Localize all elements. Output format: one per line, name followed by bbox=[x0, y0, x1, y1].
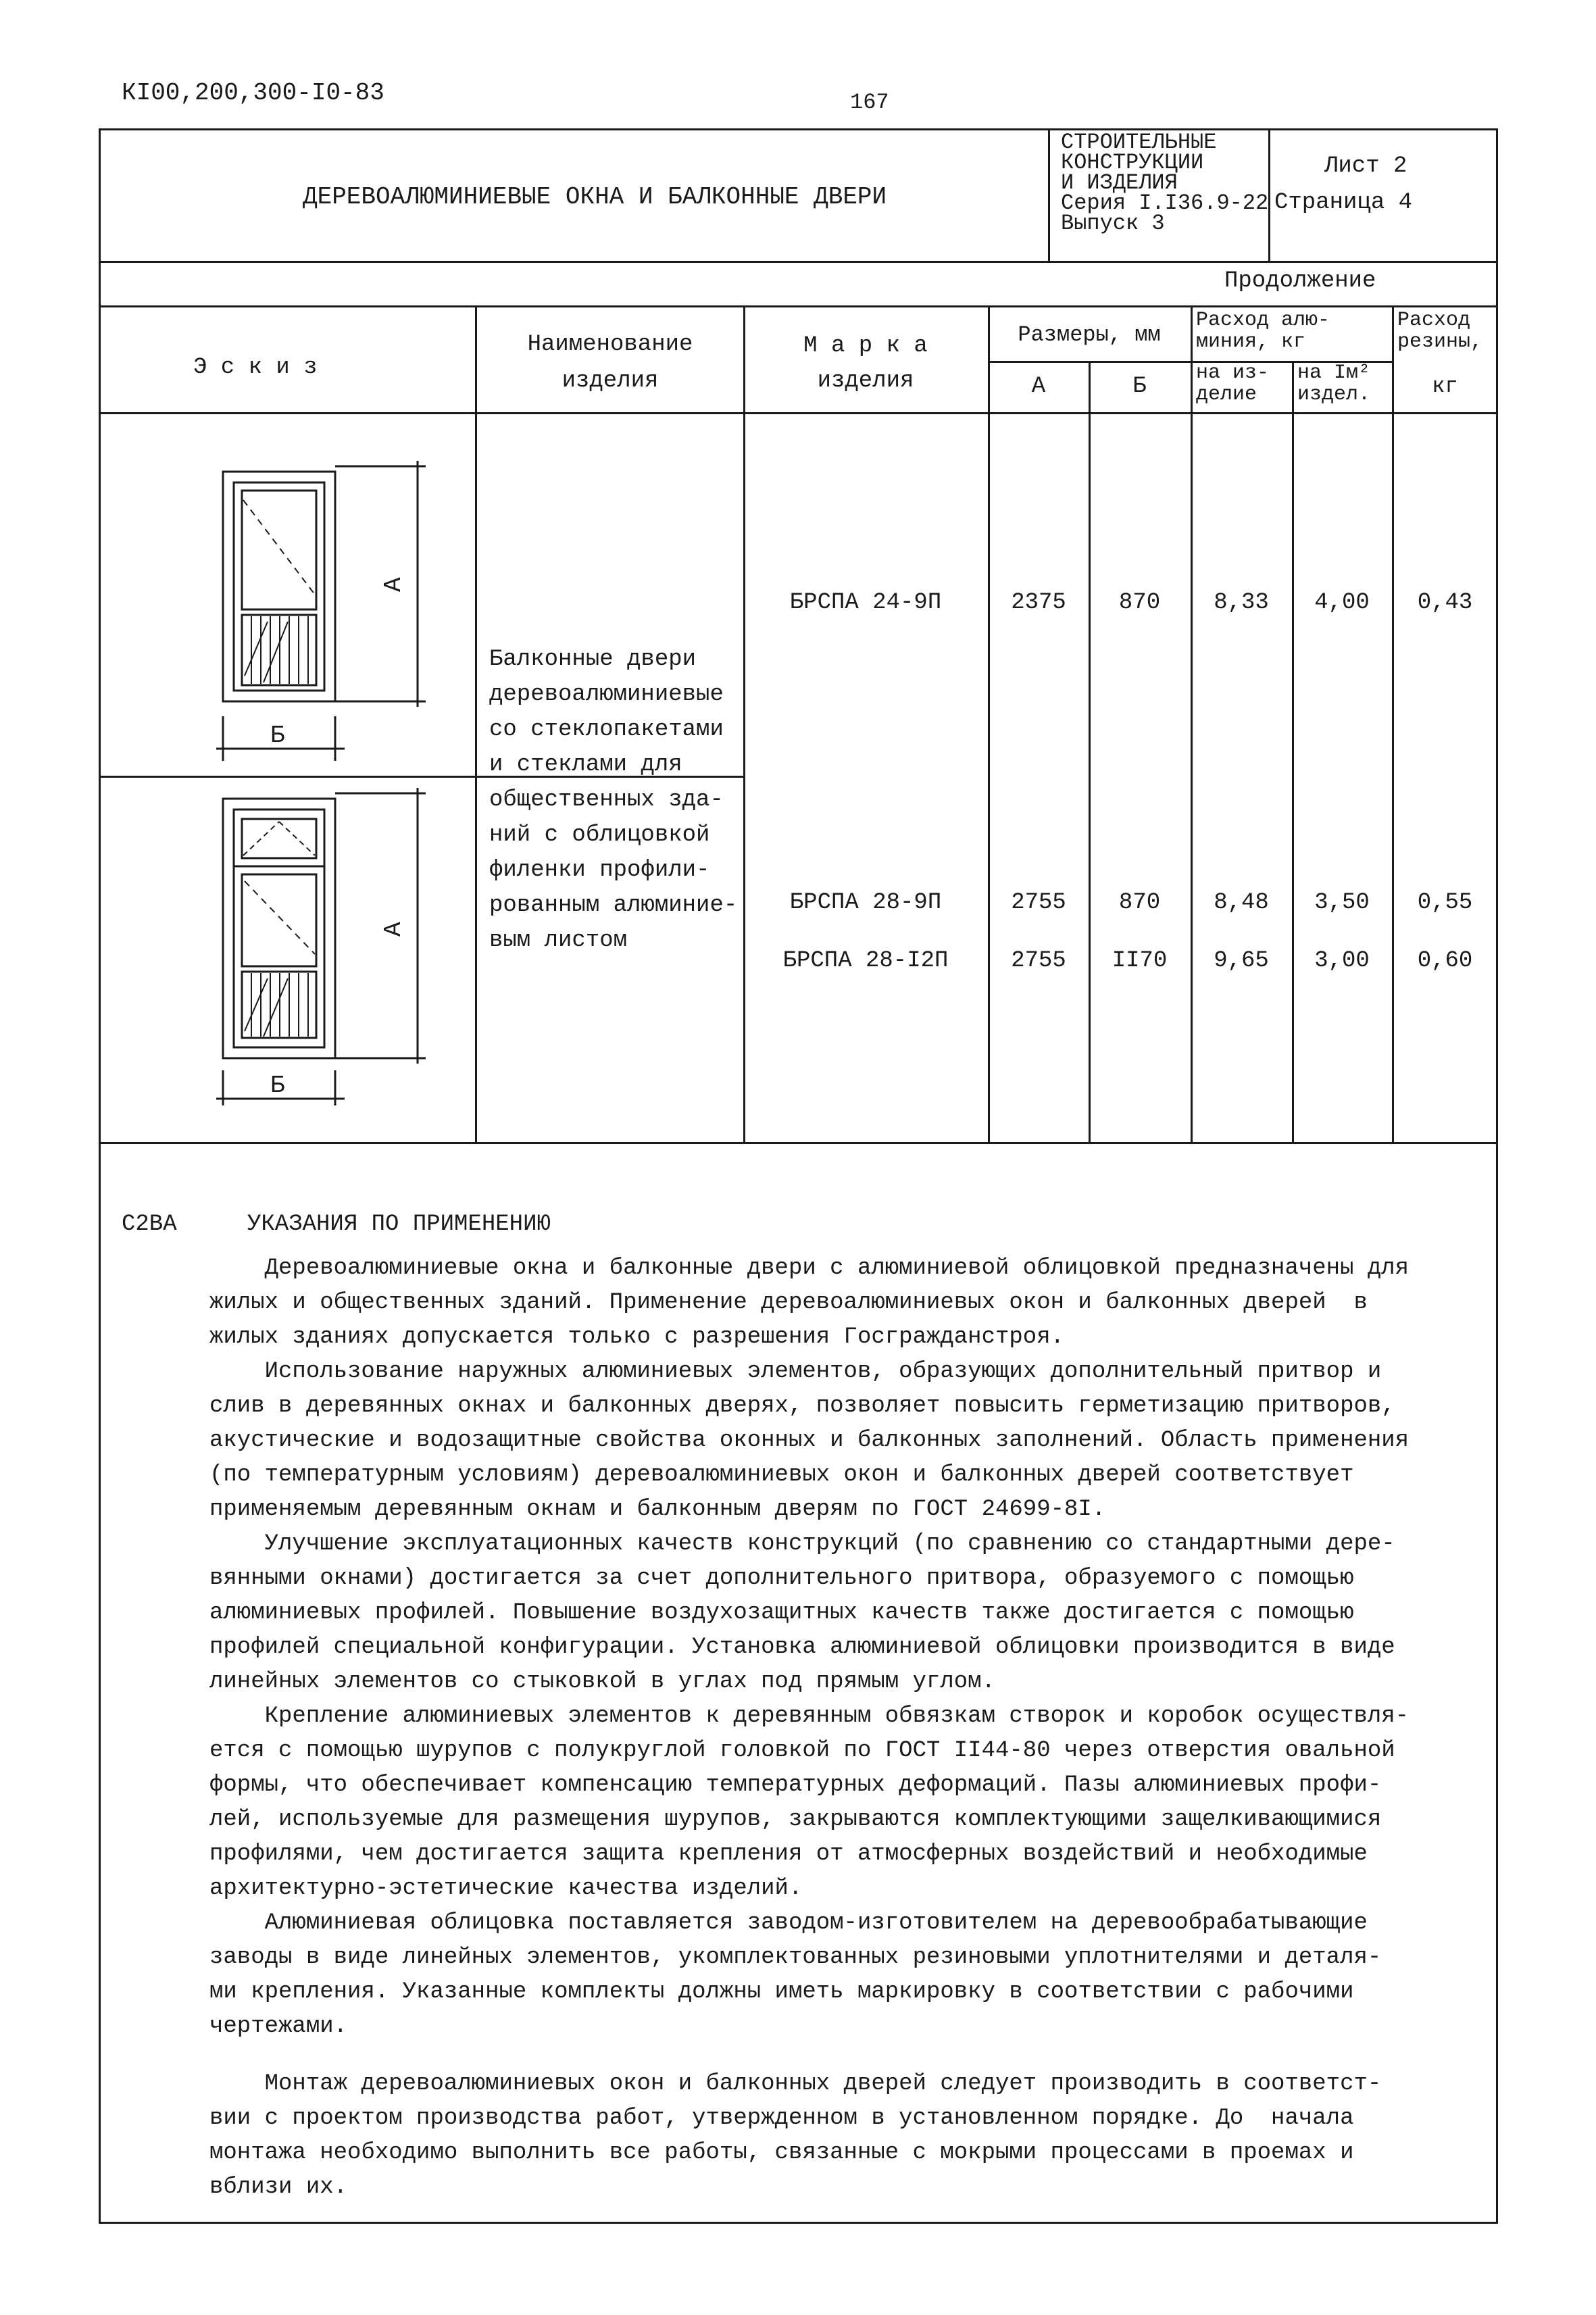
product-name-line: и стеклами для bbox=[489, 752, 682, 778]
body-line: жилых и общественных зданий. Применение деревоалюминиевых окон и балконных дверей в bbox=[209, 1290, 1368, 1316]
body-line: вянными окнами) достигается за счет дополнительного притвора, образуемого с помощью bbox=[209, 1566, 1354, 1591]
row-rubber: 0,60 bbox=[1417, 948, 1473, 974]
row-alum-item: 8,48 bbox=[1214, 890, 1269, 916]
product-name-line: вым листом bbox=[489, 928, 628, 953]
col-mark-header-2: изделия bbox=[817, 368, 914, 394]
dim-b-label-2: Б bbox=[270, 1072, 285, 1099]
body-line: алюминиевых профилей. Повышение воздухозащитных качеств также достигается с помощью bbox=[209, 1600, 1354, 1626]
header-title: ДЕРЕВОАЛЮМИНИЕВЫЕ ОКНА И БАЛКОННЫЕ ДВЕРИ bbox=[303, 183, 887, 211]
product-name-line: деревоалюминиевые bbox=[489, 682, 724, 707]
body-line: профилями, чем достигается защита крепления от атмосферных воздействий и необходимые bbox=[209, 1841, 1368, 1867]
col-sketch-header: Э с к и з bbox=[193, 355, 318, 380]
body-line: применяемым деревянным окнам и балконным дверям по ГОСТ 24699-8I. bbox=[209, 1497, 1106, 1522]
section-code: С2ВА bbox=[122, 1212, 177, 1237]
col-rubber-header-2: резины, bbox=[1397, 330, 1483, 353]
sketch-door-1 bbox=[203, 459, 446, 764]
dim-a-label-2: А bbox=[380, 922, 407, 937]
body-line: линейных элементов со стыковкой в углах под прямым углом. bbox=[209, 1669, 995, 1695]
body-line: слив в деревянных окнах и балконных дверях, позволяет повысить герметизацию притворов, bbox=[209, 1393, 1395, 1419]
header-divider-2 bbox=[1268, 128, 1270, 262]
body-line: ется с помощью шурупов с полукруглой головкой по ГОСТ II44-80 через отверстия овальной bbox=[209, 1738, 1395, 1764]
col-rubber-header-1: Расход bbox=[1397, 309, 1471, 332]
row-b: II70 bbox=[1112, 948, 1168, 974]
row-a: 2375 bbox=[1011, 590, 1066, 616]
product-name-line: рованным алюминие- bbox=[489, 893, 738, 918]
body-line: Деревоалюминиевые окна и балконные двери с алюминиевой облицовкой предназначены для bbox=[209, 1255, 1410, 1281]
body-line: Использование наружных алюминиевых элементов, образующих дополнительный притвор и bbox=[209, 1359, 1382, 1385]
product-name-line: Балконные двери bbox=[489, 647, 697, 672]
col-line-1 bbox=[475, 305, 477, 1143]
header-row-rule bbox=[99, 412, 1498, 414]
table-top-rule bbox=[99, 305, 1498, 307]
page-number: 167 bbox=[850, 90, 889, 115]
product-name-line: со стеклопакетами bbox=[489, 717, 724, 743]
row-a: 2755 bbox=[1011, 890, 1066, 916]
row-alum-m2: 4,00 bbox=[1314, 590, 1370, 616]
col-alum-header-2: миния, кг bbox=[1196, 330, 1306, 353]
header-bottom-rule bbox=[99, 261, 1498, 263]
header-divider-1 bbox=[1048, 128, 1050, 262]
col-line-3 bbox=[988, 305, 990, 1143]
col-line-2 bbox=[743, 305, 745, 1143]
row-alum-item: 8,33 bbox=[1214, 590, 1269, 616]
body-line: вии с проектом производства работ, утвержденном в установленном порядке. До начала bbox=[209, 2106, 1354, 2131]
body-line: (по температурным условиям) деревоалюминиевых окон и балконных дверей соответствует bbox=[209, 1462, 1354, 1488]
col-line-6 bbox=[1292, 361, 1294, 1143]
row-mark: БРСПА 28-9П bbox=[789, 890, 942, 916]
col-name-header-2: изделия bbox=[562, 368, 659, 394]
row-a: 2755 bbox=[1011, 948, 1066, 974]
col-rubber-header-3: кг bbox=[1432, 374, 1458, 399]
col-alum-item-1: на из- bbox=[1196, 362, 1270, 384]
row-mark: БРСПА 28-I2П bbox=[782, 948, 949, 974]
col-alum-m2-1: на Iм² bbox=[1297, 362, 1371, 384]
table-bottom-rule bbox=[99, 1142, 1498, 1144]
body-line: монтажа необходимо выполнить все работы, связанные с мокрыми процессами в проемах и bbox=[209, 2140, 1354, 2166]
page-label: Страница 4 bbox=[1274, 190, 1413, 216]
body-line: Монтаж деревоалюминиевых окон и балконных дверей следует производить в соответст- bbox=[209, 2071, 1382, 2097]
section-title: УКАЗАНИЯ ПО ПРИМЕНЕНИЮ bbox=[247, 1212, 551, 1237]
dim-a-label-1: А bbox=[380, 577, 407, 592]
sizes-subheader-rule bbox=[988, 361, 1191, 363]
body-line: Алюминиевая облицовка поставляется заводом-изготовителем на деревообрабатывающие bbox=[209, 1910, 1368, 1936]
product-name-line: общественных зда- bbox=[489, 787, 724, 813]
col-line-4 bbox=[1089, 361, 1091, 1143]
col-mark-header-1: М а р к а bbox=[803, 333, 928, 359]
col-a-header: А bbox=[1031, 374, 1046, 399]
body-line: жилых зданиях допускается только с разрешения Госгражданстроя. bbox=[209, 1324, 1065, 1350]
row-alum-item: 9,65 bbox=[1214, 948, 1269, 974]
doc-code: КI00,200,300-I0-83 bbox=[122, 79, 384, 107]
sheet-label: Лист 2 bbox=[1324, 153, 1407, 179]
product-name-line: ний с облицовкой bbox=[489, 822, 710, 848]
row-alum-m2: 3,00 bbox=[1314, 948, 1370, 974]
row-b: 870 bbox=[1118, 590, 1161, 616]
row-rubber: 0,43 bbox=[1417, 590, 1473, 616]
row-rubber: 0,55 bbox=[1417, 890, 1473, 916]
row-b: 870 bbox=[1118, 890, 1161, 916]
body-line: формы, что обеспечивает компенсацию температурных деформаций. Пазы алюминиевых профи- bbox=[209, 1772, 1382, 1798]
body-line: ми крепления. Указанные комплекты должны иметь маркировку в соответствии с рабочими bbox=[209, 1979, 1354, 2005]
dim-b-label-1: Б bbox=[270, 722, 285, 749]
product-name-line: филенки профили- bbox=[489, 857, 710, 883]
category-line-2: КОНСТРУКЦИИ bbox=[1061, 150, 1204, 175]
col-name-header-1: Наименование bbox=[527, 332, 693, 357]
continuation-label: Продолжение bbox=[1224, 268, 1376, 294]
section-body bbox=[209, 1251, 1480, 2205]
row-alum-m2: 3,50 bbox=[1314, 890, 1370, 916]
col-line-5 bbox=[1191, 305, 1193, 1143]
category-line-1: СТРОИТЕЛЬНЫЕ bbox=[1061, 130, 1217, 155]
category-line-4: Серия I.I36.9-22 bbox=[1061, 191, 1269, 216]
col-sizes-header: Размеры, мм bbox=[1018, 322, 1161, 347]
body-line: акустические и водозащитные свойства оконных и балконных заполнений. Область применения bbox=[209, 1428, 1410, 1453]
body-line: профилей специальной конфигурации. Установка алюминиевой облицовки производится в виде bbox=[209, 1635, 1395, 1660]
category-line-5: Выпуск 3 bbox=[1061, 211, 1165, 236]
col-alum-header-1: Расход алю- bbox=[1196, 309, 1330, 332]
body-line: лей, используемые для размещения шурупов, закрываются комплектующими защелкивающимися bbox=[209, 1807, 1382, 1833]
body-line: Улучшение эксплуатационных качеств конструкций (по сравнению со стандартными дере- bbox=[209, 1531, 1395, 1557]
row-mark: БРСПА 24-9П bbox=[789, 590, 942, 616]
sketch-door-2 bbox=[203, 784, 446, 1108]
col-line-7 bbox=[1392, 305, 1394, 1143]
col-alum-item-2: делие bbox=[1196, 383, 1257, 406]
body-line: заводы в виде линейных элементов, укомплектованных резиновыми уплотнителями и деталя- bbox=[209, 1945, 1382, 1970]
col-b-header: Б bbox=[1132, 374, 1147, 399]
body-line: Крепление алюминиевых элементов к деревянным обвязкам створок и коробок осуществля- bbox=[209, 1703, 1410, 1729]
body-line: архитектурно-эстетические качества изделий. bbox=[209, 1876, 803, 1901]
body-line: чертежами. bbox=[209, 2014, 348, 2039]
col-alum-m2-2: издел. bbox=[1297, 383, 1371, 406]
body-line: вблизи их. bbox=[209, 2174, 348, 2200]
category-line-3: И ИЗДЕЛИЯ bbox=[1061, 170, 1178, 195]
